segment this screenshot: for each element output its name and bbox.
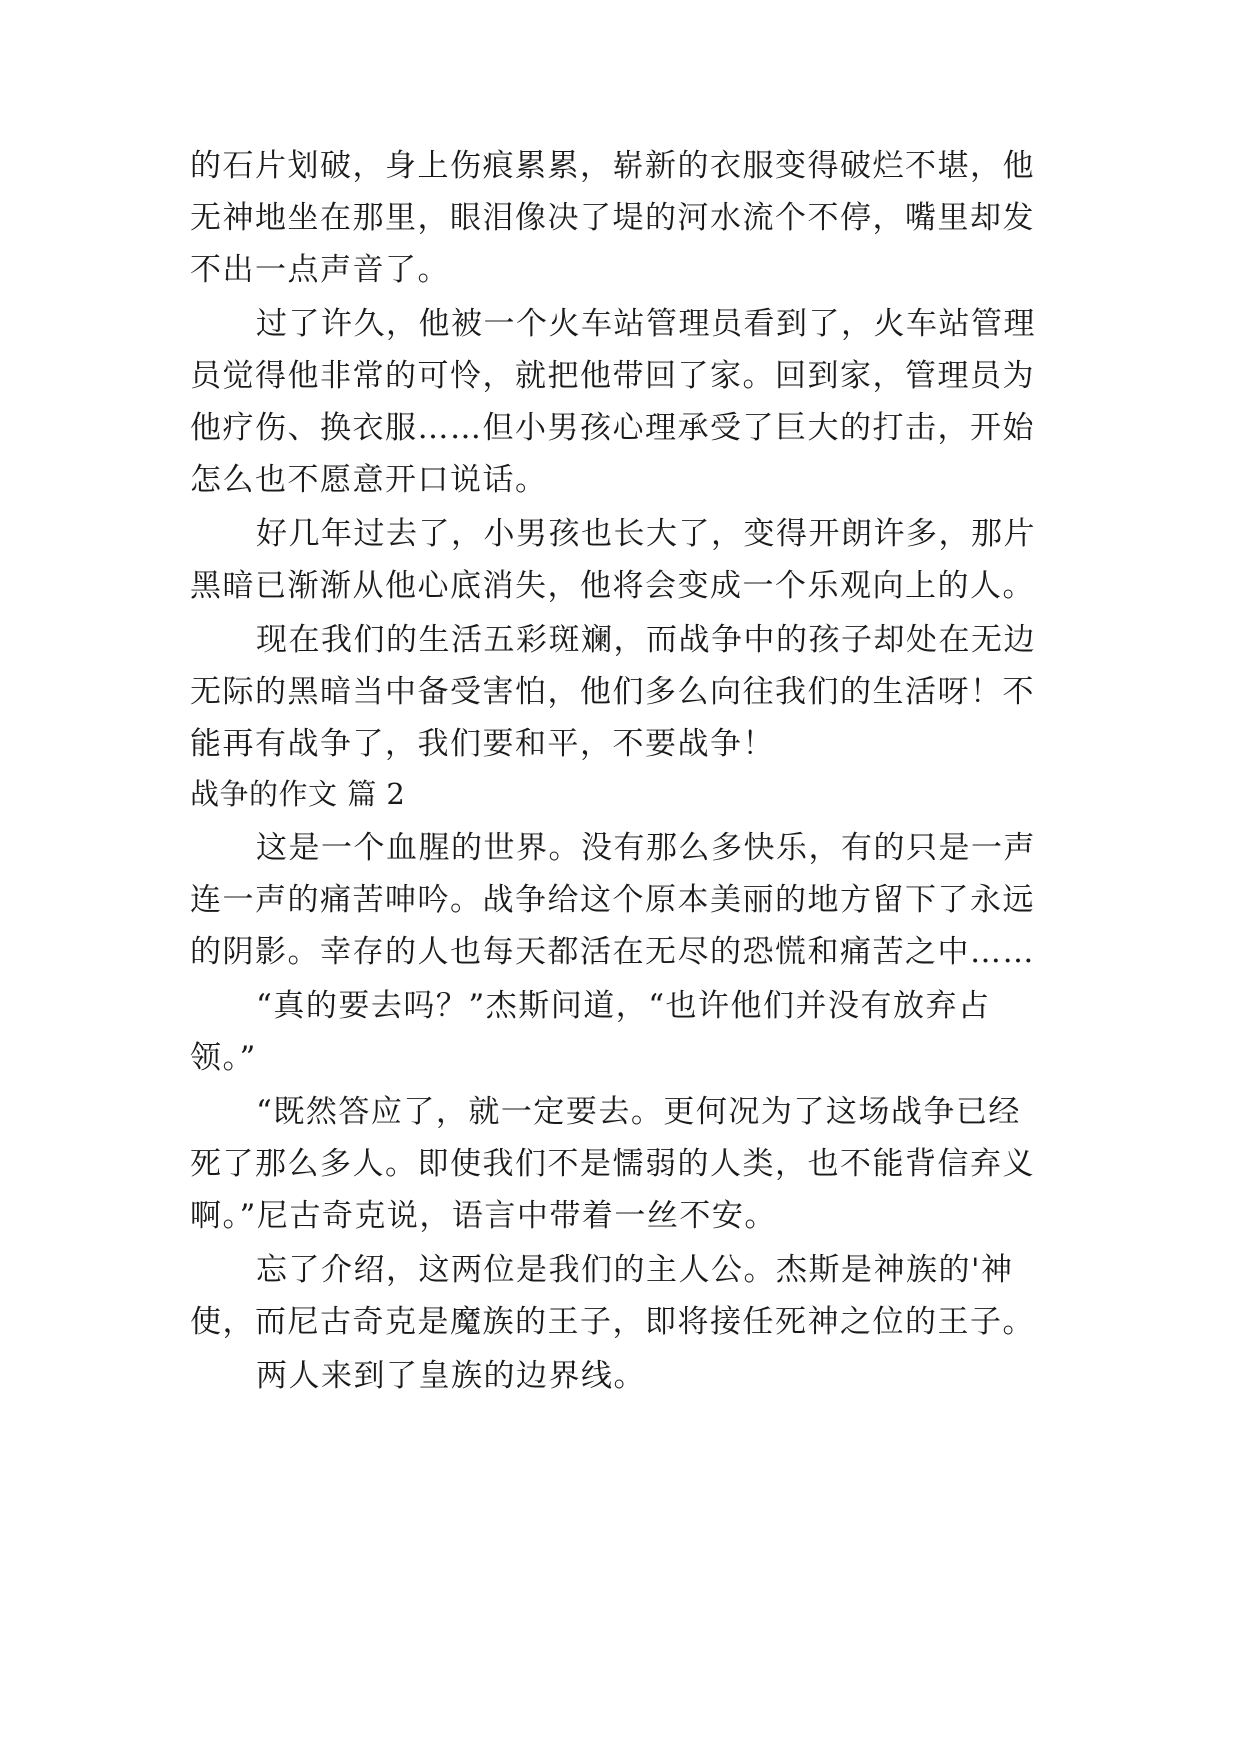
paragraph-line: 连一声的痛苦呻吟。战争给这个原本美丽的地方留下了永远 <box>190 882 1035 918</box>
paragraph-line: 的石片划破，身上伤痕累累，崭新的衣服变得破烂不堪，他 <box>190 148 1035 184</box>
paragraph-line: “既然答应了，就一定要去。更何况为了这场战争已经 <box>256 1094 1021 1130</box>
section-heading: 战争的作文 篇 2 <box>190 777 406 811</box>
paragraph-line: 啊。”尼古奇克说，语言中带着一丝不安。 <box>190 1198 777 1234</box>
paragraph-line: 能再有战争了，我们要和平，不要战争！ <box>190 726 775 762</box>
paragraph-line: 两人来到了皇族的边界线。 <box>256 1358 646 1394</box>
paragraph-line: 他疗伤、换衣服……但小男孩心理承受了巨大的打击，开始 <box>190 410 1035 446</box>
paragraph-line: 好几年过去了，小男孩也长大了，变得开朗许多，那片 <box>256 516 1036 552</box>
paragraph-line: 使，而尼古奇克是魔族的王子，即将接任死神之位的王子。 <box>190 1304 1035 1340</box>
paragraph-line: 无神地坐在那里，眼泪像决了堤的河水流个不停，嘴里却发 <box>190 200 1035 236</box>
paragraph-line: 领。” <box>190 1040 257 1076</box>
paragraph-line: 忘了介绍，这两位是我们的主人公。杰斯是神族的'神 <box>256 1252 1014 1288</box>
paragraph-line: 怎么也不愿意开口说话。 <box>190 462 548 498</box>
paragraph-line: 不出一点声音了。 <box>190 252 450 288</box>
paragraph-line: 黑暗已渐渐从他心底消失，他将会变成一个乐观向上的人。 <box>190 568 1035 604</box>
paragraph-line: 的阴影。幸存的人也每天都活在无尽的恐慌和痛苦之中…… <box>190 934 1035 970</box>
paragraph-line: 现在我们的生活五彩斑斓，而战争中的孩子却处在无边 <box>256 622 1036 658</box>
paragraph-line: 无际的黑暗当中备受害怕，他们多么向往我们的生活呀！不 <box>190 674 1035 710</box>
paragraph-line: 过了许久，他被一个火车站管理员看到了，火车站管理 <box>256 306 1036 342</box>
paragraph-line: 员觉得他非常的可怜，就把他带回了家。回到家，管理员为 <box>190 358 1035 394</box>
paragraph-line: 死了那么多人。即使我们不是懦弱的人类，也不能背信弃义 <box>190 1146 1035 1182</box>
paragraph-line: “真的要去吗？”杰斯问道，“也许他们并没有放弃占 <box>256 988 991 1024</box>
paragraph-line: 这是一个血腥的世界。没有那么多快乐，有的只是一声 <box>256 830 1036 866</box>
